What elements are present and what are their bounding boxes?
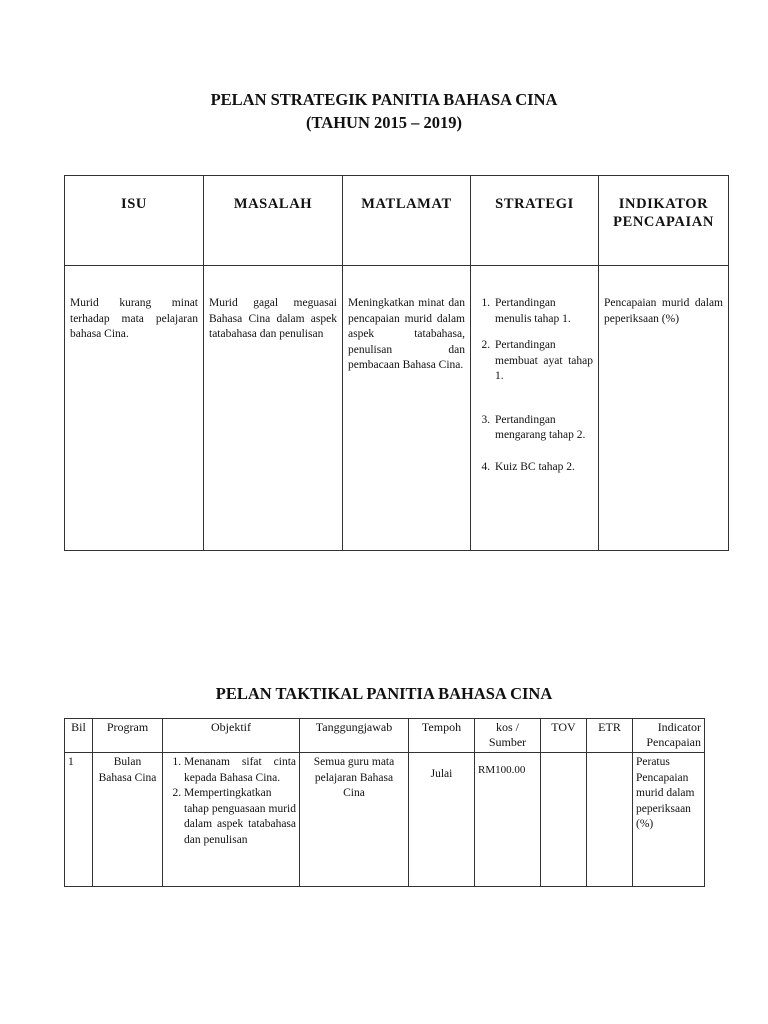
header-indikator: INDIKATOR PENCAPAIAN bbox=[599, 176, 729, 266]
header-matlamat: MATLAMAT bbox=[343, 176, 471, 266]
cell-program: Bulan Bahasa Cina bbox=[93, 753, 163, 887]
strategic-row bbox=[65, 266, 729, 551]
header-bil: Bil bbox=[65, 719, 93, 753]
cell-masalah: Murid gagal meguasai Bahasa Cina dalam aspek tatabahasa dan penulisan bbox=[204, 266, 343, 551]
header-tanggungjawab: Tanggungjawab bbox=[300, 719, 409, 753]
tactical-row bbox=[65, 753, 705, 887]
header-kos: kos / Sumber bbox=[475, 719, 541, 753]
cell-tanggungjawab: Semua guru mata pelajaran Bahasa Cina bbox=[300, 753, 409, 887]
cell-tov bbox=[541, 753, 587, 887]
header-indicator: Indicator Pencapaian bbox=[633, 719, 705, 753]
cell-strategi bbox=[471, 266, 599, 551]
cell-indicator: Peratus Pencapaian murid dalam peperiksaan (%) bbox=[633, 753, 705, 887]
objektif-item: 1. Menanam sifat cinta kepada Bahasa Cina. bbox=[184, 755, 296, 786]
strategi-item: 2. Pertandingan membuat ayat tahap 1. bbox=[493, 338, 593, 385]
strategic-subtitle: (TAHUN 2015 – 2019) bbox=[306, 113, 462, 132]
strategi-item: 1. Pertandingan menulis tahap 1. bbox=[493, 296, 593, 327]
header-tov: TOV bbox=[541, 719, 587, 753]
objektif-item: 2. Mempertingkatkan tahap penguasaan murid dalam aspek tatabahasa dan penulisan bbox=[184, 786, 296, 848]
cell-isu: Murid kurang minat terhadap mata pelajaran bahasa Cina. bbox=[65, 266, 204, 551]
tactical-header-row bbox=[65, 719, 705, 753]
header-isu: ISU bbox=[65, 176, 204, 266]
header-tempoh: Tempoh bbox=[409, 719, 475, 753]
strategic-header-row bbox=[65, 176, 729, 266]
tactical-title: PELAN TAKTIKAL PANITIA BAHASA CINA bbox=[215, 684, 553, 703]
header-program: Program bbox=[93, 719, 163, 753]
tactical-plan-table bbox=[64, 718, 705, 887]
header-objektif: Objektif bbox=[163, 719, 300, 753]
objektif-list bbox=[166, 755, 296, 848]
header-masalah: MASALAH bbox=[204, 176, 343, 266]
cell-kos: RM100.00 bbox=[475, 753, 541, 887]
header-strategi: STRATEGI bbox=[471, 176, 599, 266]
cell-indikator: Pencapaian murid dalam peperiksaan (%) bbox=[599, 266, 729, 551]
cell-matlamat: Meningkatkan minat dan pencapaian murid dalam aspek tatabahasa, penulisan dan pembacaan Bahasa Cina. bbox=[343, 266, 471, 551]
strategic-plan-table bbox=[64, 175, 729, 551]
strategi-list bbox=[476, 296, 593, 475]
cell-objektif bbox=[163, 753, 300, 887]
header-etr: ETR bbox=[587, 719, 633, 753]
strategi-item: 4. Kuiz BC tahap 2. bbox=[493, 460, 593, 476]
cell-etr bbox=[587, 753, 633, 887]
cell-tempoh: Julai bbox=[409, 753, 475, 887]
strategic-title: PELAN STRATEGIK PANITIA BAHASA CINA bbox=[210, 90, 558, 109]
strategi-item: 3. Pertandingan mengarang tahap 2. bbox=[493, 413, 593, 444]
cell-bil: 1 bbox=[65, 753, 93, 887]
